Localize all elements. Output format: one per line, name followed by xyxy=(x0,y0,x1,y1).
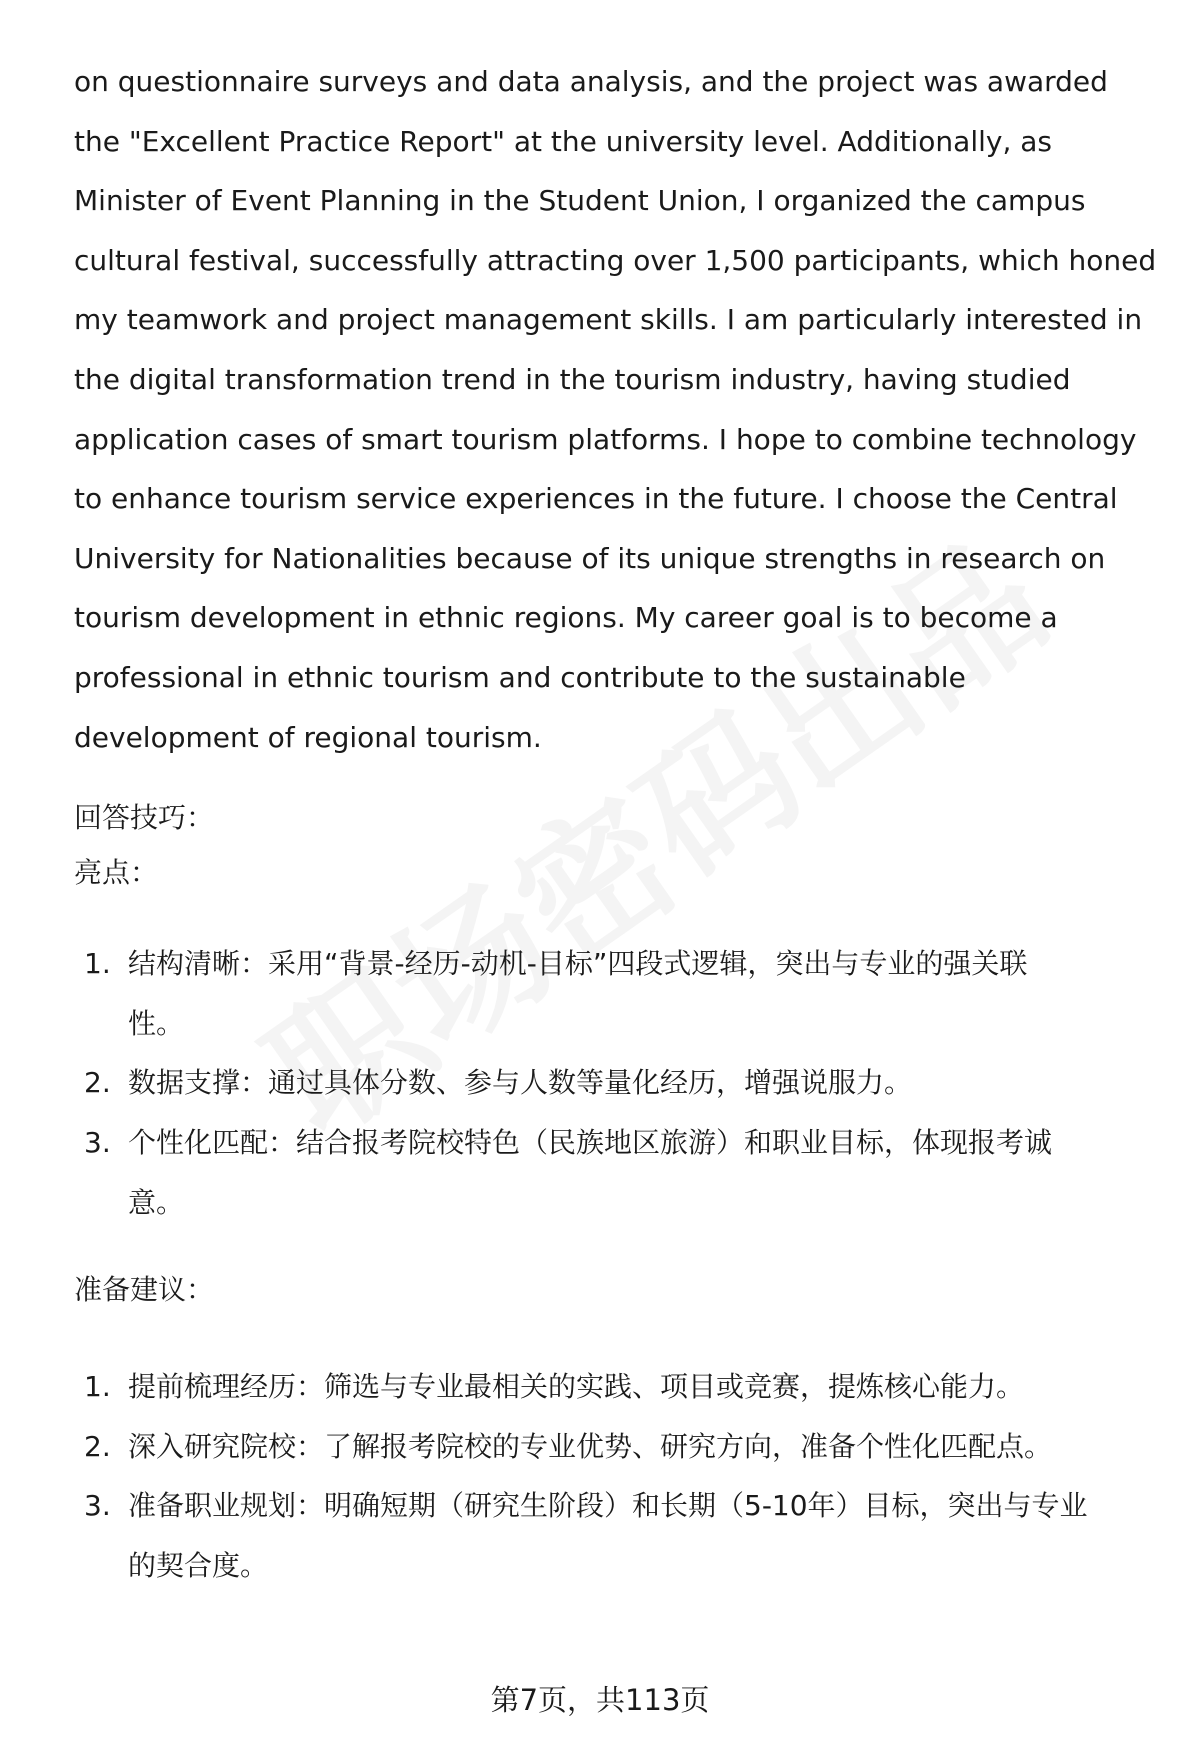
list-item-line: 提前梳理经历：筛选与专业最相关的实践、项目或竞赛，提炼核心能力。 xyxy=(128,1370,1025,1404)
list-item-number: 2. xyxy=(84,1429,111,1463)
list-item-text xyxy=(128,1113,1164,1232)
paragraph-line: Minister of Event Planning in the Student Union, I organized the campus xyxy=(74,184,1086,218)
list-item-line: 意。 xyxy=(128,1185,185,1219)
highlights-list xyxy=(74,934,1164,1232)
paragraph-line: to enhance tourism service experiences in the future. I choose the Central xyxy=(74,482,1118,516)
list-item-line: 结构清晰：采用“背景-经历-动机-目标”四段式逻辑，突出与专业的强关联 xyxy=(128,947,1028,981)
list-item-line: 性。 xyxy=(128,1006,185,1040)
list-item-text xyxy=(128,934,1164,1053)
paragraph-line: tourism development in ethnic regions. My career goal is to become a xyxy=(74,601,1058,635)
list-item xyxy=(74,1417,1164,1477)
list-item-number: 1. xyxy=(84,1370,111,1404)
list-item-line: 准备职业规划：明确短期（研究生阶段）和长期（5-10年）目标，突出与专业 xyxy=(128,1489,1088,1523)
list-item-text xyxy=(128,1476,1164,1595)
paragraph-line: professional in ethnic tourism and contribute to the sustainable xyxy=(74,660,966,694)
paragraph-line: the "Excellent Practice Report" at the university level. Additionally, as xyxy=(74,124,1052,158)
body-paragraph xyxy=(74,52,1164,767)
page-content xyxy=(74,52,1164,1595)
paragraph-line: University for Nationalities because of its unique strengths in research on xyxy=(74,541,1106,575)
list-item-line: 数据支撑：通过具体分数、参与人数等量化经历，增强说服力。 xyxy=(128,1066,913,1100)
list-item-number: 3. xyxy=(84,1125,111,1159)
highlights-heading: 亮点： xyxy=(74,856,159,890)
list-item xyxy=(74,934,1164,1053)
tips-heading: 回答技巧： xyxy=(74,801,215,835)
list-item-number: 3. xyxy=(84,1489,111,1523)
list-item-line: 深入研究院校：了解报考院校的专业优势、研究方向，准备个性化匹配点。 xyxy=(128,1429,1053,1463)
list-item xyxy=(74,1476,1164,1595)
paragraph-line: development of regional tourism. xyxy=(74,720,542,754)
preparation-list xyxy=(74,1357,1164,1595)
list-item-text xyxy=(128,1417,1164,1477)
paragraph-line: application cases of smart tourism platforms. I hope to combine technology xyxy=(74,422,1137,456)
paragraph-line: cultural festival, successfully attracting over 1,500 participants, which honed xyxy=(74,243,1157,277)
page-footer: 第7页，共113页 xyxy=(490,1683,710,1717)
list-item-number: 2. xyxy=(84,1066,111,1100)
paragraph-line: the digital transformation trend in the tourism industry, having studied xyxy=(74,362,1071,396)
list-item xyxy=(74,1053,1164,1113)
preparation-heading: 准备建议： xyxy=(74,1273,215,1307)
list-item-number: 1. xyxy=(84,947,111,981)
paragraph-line: on questionnaire surveys and data analysis, and the project was awarded xyxy=(74,65,1108,98)
list-item-line: 个性化匹配：结合报考院校特色（民族地区旅游）和职业目标，体现报考诚 xyxy=(128,1125,1053,1159)
list-item xyxy=(74,1113,1164,1232)
list-item-text xyxy=(128,1357,1164,1417)
list-item-text xyxy=(128,1053,1164,1113)
list-item-line: 的契合度。 xyxy=(128,1548,269,1582)
paragraph-line: my teamwork and project management skills. I am particularly interested in xyxy=(74,303,1143,337)
list-item xyxy=(74,1357,1164,1417)
